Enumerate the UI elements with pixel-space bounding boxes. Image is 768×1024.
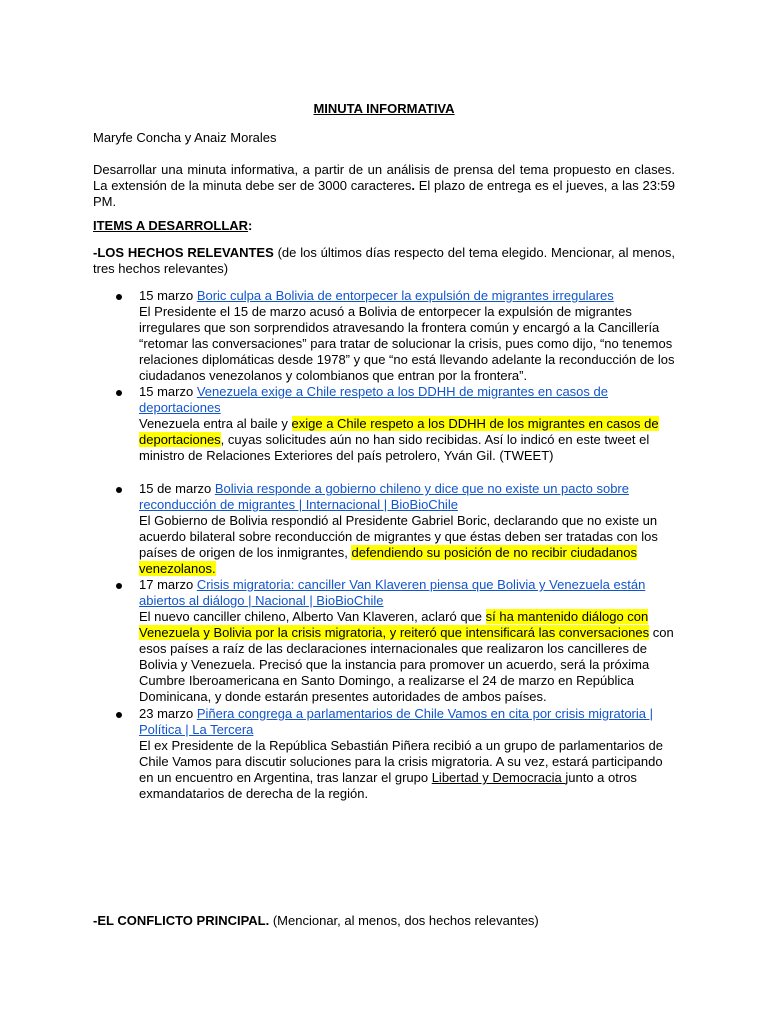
bullet-date: 15 de marzo [139,481,215,496]
intro-text-1: Desarrollar una minuta informativa, a partir de un análisis de prensa del tema propuesto en clases. La extensión de la minuta debe ser de 3000 caracteres [93,162,675,193]
bullet-dot-icon [116,294,122,300]
highlighted-text: sí ha mantenido diálogo con Venezuela y Bolivia por la crisis migratoria, y reiteró que intensificará las conversaciones [139,609,650,640]
bullet-date: 15 marzo [139,384,197,399]
conflicto-label: -EL CONFLICTO PRINCIPAL. [93,913,270,928]
bullet-text-before: El nuevo canciller chileno, Alberto Van Klaveren, aclaró que [139,609,486,624]
news-link-pinera[interactable]: Piñera congrega a parlamentarios de Chile Vamos en cita por crisis migratoria | Política | La Tercera [139,706,653,737]
bullet-text: El Presidente el 15 de marzo acusó a Bolivia de entorpecer la expulsión de migrantes irregulares que son sorprendidos atravesando la frontera común y encargó a la Cancillería “retomar las conversaciones” para tratar de solucionar la crisis, pues como dijo, “no tenemos relaciones diplomáticas desde 1978” y que “no está llevando adelante la reconducción de los ciudadanos venezolanos y colombianos que entran por la frontera”. [139,304,675,383]
bullet-text-after: con esos países a raíz de las declaraciones internacionales que realizaron los cancilleres de Bolivia y Venezuela. Precisó que la instancia para promover un acuerdo, será la próxima Cumbre Iberoamericana en Santo Domingo, a realizarse el 24 de marzo en República Dominicana, y donde estarán presentes autoridades de ambos países. [139,625,674,704]
bullet-text [139,513,675,577]
bullet-header [139,288,675,304]
bullet-text [139,609,675,705]
bullet-dot-icon [116,583,122,589]
list-item [139,481,675,577]
bullet-text-before: El ex Presidente de la República Sebastián Piñera recibió a un grupo de parlamentarios de Chile Vamos para discutir soluciones para la crisis migratoria. A su vez, estará participando en un encuentro en Argentina, tras lanzar el grupo [139,738,663,785]
bullet-date: 15 marzo [139,288,197,303]
intro-paragraph [93,162,675,210]
authors-line: Maryfe Concha y Anaiz Morales [93,130,277,145]
bullet-header [139,577,675,609]
hechos-label: -LOS HECHOS RELEVANTES [93,245,274,260]
bullet-header [139,481,675,513]
news-link-bolivia[interactable]: Bolivia responde a gobierno chileno y dice que no existe un pacto sobre reconducción de migrantes | Internacional | BioBioChile [139,481,629,512]
document-title: MINUTA INFORMATIVA [313,101,455,116]
news-link-canciller[interactable]: Crisis migratoria: canciller Van Klaveren piensa que Bolivia y Venezuela están abiertos al diálogo | Nacional | BioBioChile [139,577,646,608]
highlighted-text: exige a Chile respeto a los DDHH de los migrantes en casos de deportaciones [139,416,659,447]
hechos-desc: (de los últimos días respecto del tema elegido. Mencionar, al menos, tres hechos relevantes) [93,245,675,276]
conflicto-desc: (Mencionar, al menos, dos hechos relevantes) [269,913,539,928]
items-heading [93,218,675,234]
news-link-venezuela[interactable]: Venezuela exige a Chile respeto a los DDHH de migrantes en casos de deportaciones [139,384,608,415]
bullet-text-before: El Gobierno de Bolivia respondió al Presidente Gabriel Boric, declarando que no existe un acuerdo bilateral sobre reconducción de migrantes y que éstas deben ser tratadas con los países de origen de los inmigrantes, [139,513,658,560]
bullet-text-after: junto a otros exmandatarios de derecha de la región. [139,770,637,801]
bullet-header [139,706,675,738]
bullet-date: 23 marzo [139,706,197,721]
bullet-dot-icon [116,712,122,718]
bullet-date: 17 marzo [139,577,197,592]
items-heading-text: ITEMS A DESARROLLAR [93,218,249,233]
bullet-text [139,738,675,802]
intro-period: . [411,178,416,193]
list-item [139,288,675,384]
bullet-dot-icon [116,487,122,493]
hechos-heading [93,245,675,277]
items-heading-colon: : [248,218,253,233]
bullet-dot-icon [116,390,122,396]
bullet-text [139,416,675,464]
underlined-text: Libertad y Democracia [431,770,566,785]
list-item [139,384,675,464]
conflicto-heading [93,913,675,929]
bullet-text-after: , cuyas solicitudes aún no han sido recibidas. Así lo indicó en este tweet el ministro de Relaciones Exteriores del país petrolero, Yván Gil. (TWEET) [139,432,650,463]
list-item [139,706,675,802]
intro-text-2: El plazo de entrega es el jueves, a las 23:59 PM. [93,178,675,209]
list-item [139,577,675,705]
bullet-text-before: Venezuela entra al baile y [139,416,292,431]
bullet-header [139,384,675,416]
highlighted-text: defendiendo su posición de no recibir ciudadanos venezolanos. [139,545,637,576]
news-link-boric[interactable]: Boric culpa a Bolivia de entorpecer la expulsión de migrantes irregulares [196,288,614,303]
